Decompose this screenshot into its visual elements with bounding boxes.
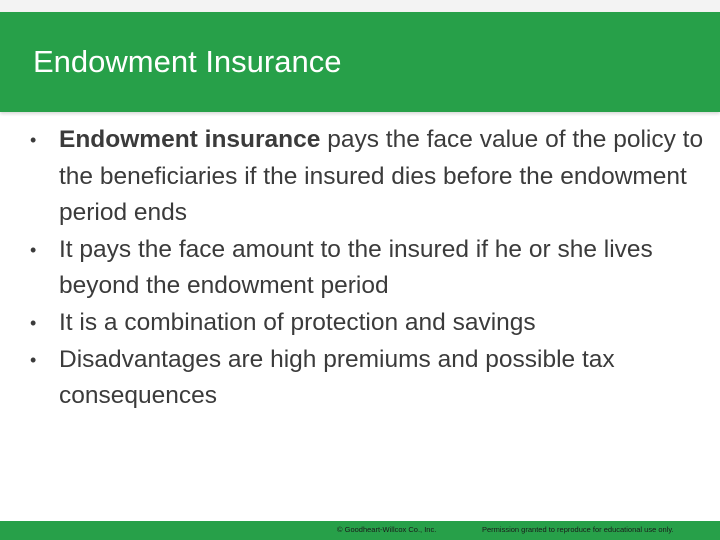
- bullet-dot-icon: •: [30, 239, 37, 260]
- bullet-dot-icon: •: [30, 312, 37, 333]
- bullet-text: It is a combination of protection and savings: [59, 308, 536, 336]
- bullet-list: [30, 122, 706, 415]
- permission-notice: Permission granted to reproduce for educational use only.: [482, 525, 674, 534]
- bullet-item: [30, 232, 706, 305]
- bullet-bold-term: Endowment insurance: [59, 126, 321, 153]
- footer-bar: [0, 521, 720, 540]
- copyright-notice: © Goodheart-Willcox Co., Inc.: [337, 525, 437, 534]
- bullet-dot-icon: •: [30, 349, 37, 370]
- bullet-text: pays the face value of the policy to the beneficiaries if the insured dies before the endowment period ends: [59, 126, 704, 227]
- bullet-item: [30, 122, 706, 232]
- top-band: [0, 0, 720, 12]
- bullet-text: Disadvantages are high premiums and possible tax consequences: [59, 345, 615, 410]
- bullet-item: [30, 342, 706, 415]
- bullet-item: [30, 305, 706, 342]
- slide-title: Endowment Insurance: [33, 44, 342, 79]
- bullet-text: It pays the face amount to the insured if he or she lives beyond the endowment period: [59, 235, 653, 300]
- bullet-dot-icon: •: [30, 130, 37, 150]
